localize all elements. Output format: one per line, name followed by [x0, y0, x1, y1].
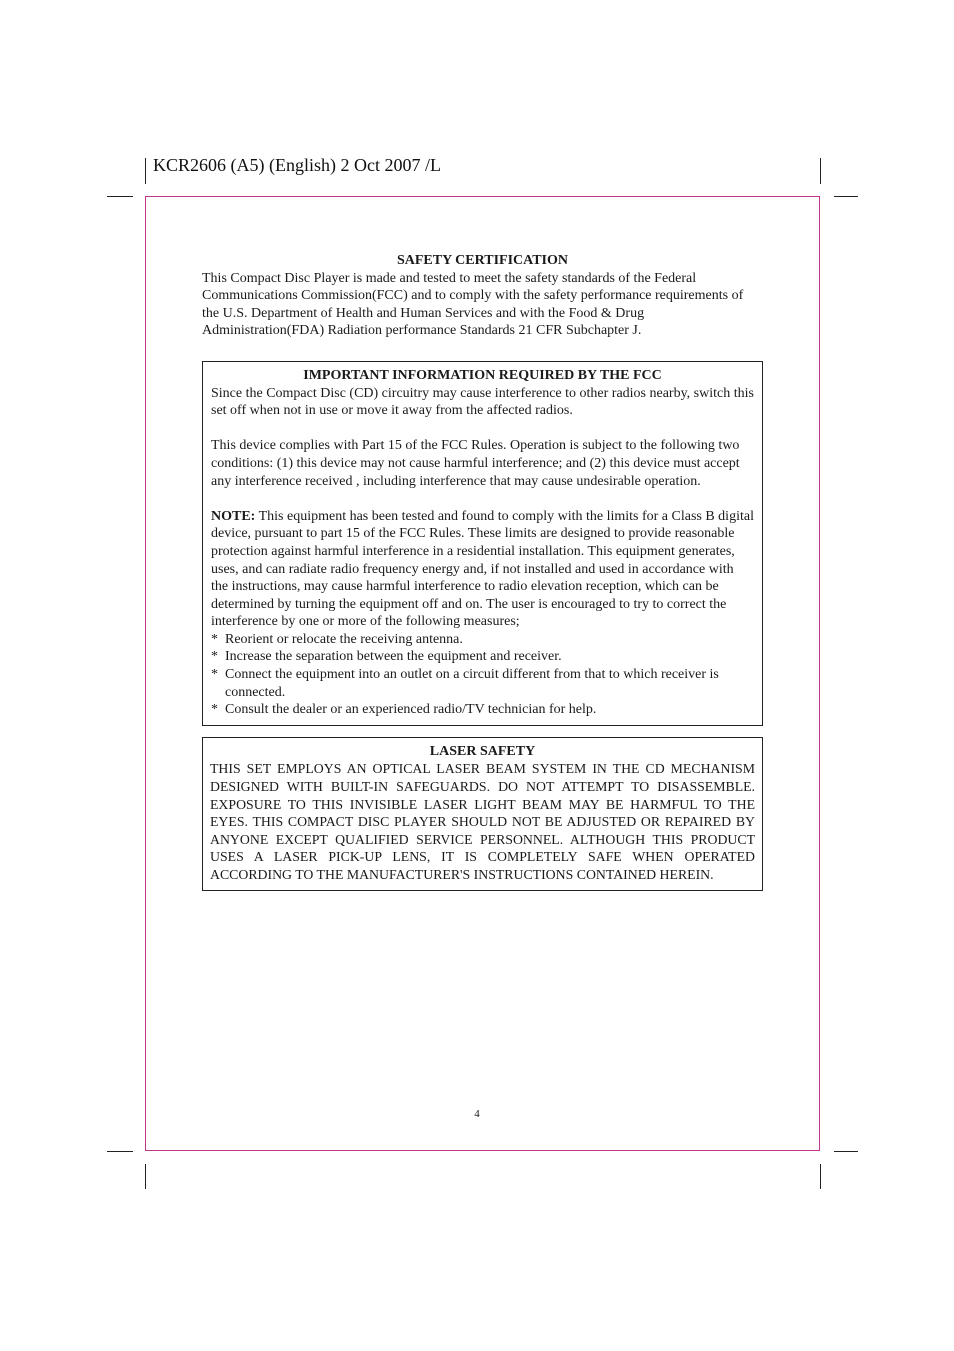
measure-text: Reorient or relocate the receiving antenna.	[225, 631, 463, 647]
bullet-star: *	[211, 702, 218, 718]
laser-safety-box	[202, 737, 763, 891]
laser-safety-title: LASER SAFETY	[429, 743, 536, 759]
note-text: This equipment has been tested and found to comply with the limits for a Class B digital device, pursuant to part 15 of the FCC Rules. These limits are designed to provide reasonable protection against harmful interference in a residential installation. This equipment generates, uses, and can radiate radio frequency energy and, if not installed and used in accordance with the instructions, may cause harmful interference to radio elevation reception, which can be determined by turning the equipment off and on. The user is encouraged to try to correct the interference by one or more of the following measures;	[211, 508, 754, 630]
crop-mark-bottom-right-horizontal	[834, 1151, 858, 1152]
note-label: NOTE:	[211, 508, 256, 524]
safety-certification-section	[202, 252, 763, 340]
fcc-information-box	[202, 361, 763, 726]
measures-list	[211, 631, 754, 719]
list-item	[211, 701, 754, 719]
crop-mark-top-right-horizontal	[834, 196, 858, 197]
fcc-part15-paragraph: This device complies with Part 15 of the FCC Rules. Operation is subject to the following two conditions: (1) this device may not cause harmful interference; and (2) this device must accept any interference received , including interference that may cause undesirable operation.	[211, 438, 740, 489]
measure-text: Consult the dealer or an experienced radio/TV technician for help.	[225, 702, 597, 718]
bullet-star: *	[211, 649, 218, 665]
crop-mark-bottom-left-horizontal	[107, 1151, 133, 1152]
safety-certification-body: This Compact Disc Player is made and tested to meet the safety standards of the Federal Communications Commission(FCC) and to comply with the safety performance requirements of the U.S. Department of Health and Human Services and with the Food & Drug Administration(FDA) Radiation performance Standards 21 CFR Subchapter J.	[202, 270, 744, 339]
bullet-star: *	[211, 631, 218, 647]
crop-mark-top-left-vertical	[145, 158, 146, 184]
list-item	[211, 648, 754, 666]
list-item	[211, 631, 754, 649]
crop-mark-bottom-right-vertical	[820, 1164, 821, 1189]
fcc-title: IMPORTANT INFORMATION REQUIRED BY THE FCC	[303, 367, 662, 383]
fcc-interference-paragraph: Since the Compact Disc (CD) circuitry may cause interference to other radios nearby, switch this set off when not in use or move it away from the affected radios.	[211, 385, 754, 419]
measure-text: Increase the separation between the equipment and receiver.	[225, 649, 562, 665]
page-number: 4	[474, 1108, 480, 1120]
fcc-note-paragraph	[211, 508, 754, 631]
print-slug-header: KCR2606 (A5) (English) 2 Oct 2007 /L	[153, 155, 441, 175]
crop-mark-top-right-vertical	[820, 158, 821, 184]
crop-mark-top-left-horizontal	[107, 196, 133, 197]
list-item	[211, 666, 754, 701]
crop-mark-bottom-left-vertical	[145, 1164, 146, 1189]
measure-text: Connect the equipment into an outlet on a circuit different from that to which receiver is connected.	[225, 667, 719, 700]
bullet-star: *	[211, 667, 218, 683]
safety-certification-title: SAFETY CERTIFICATION	[396, 253, 569, 268]
page-content	[202, 252, 763, 891]
laser-safety-body: THIS SET EMPLOYS AN OPTICAL LASER BEAM SYSTEM IN THE CD MECHANISM DESIGNED WITH BUILT-IN SAFEGUARDS. DO NOT ATTEMPT TO DISASSEMBLE. EXPOSURE TO THIS INVISIBLE LASER LIGHT BEAM MAY BE HARMFUL TO THE EYES. THIS COMPACT DISC PLAYER SHOULD NOT BE ADJUSTED OR REPAIRED BY ANYONE EXCEPT QUALIFIED SERVICE PERSONNEL. ALTHOUGH THIS PRODUCT USES A LASER PICK-UP LENS, IT IS COMPLETELY SAFE WHEN OPERATED ACCORDING TO THE MANUFACTURER'S INSTRUCTIONS CONTAINED HEREIN.	[210, 761, 755, 882]
